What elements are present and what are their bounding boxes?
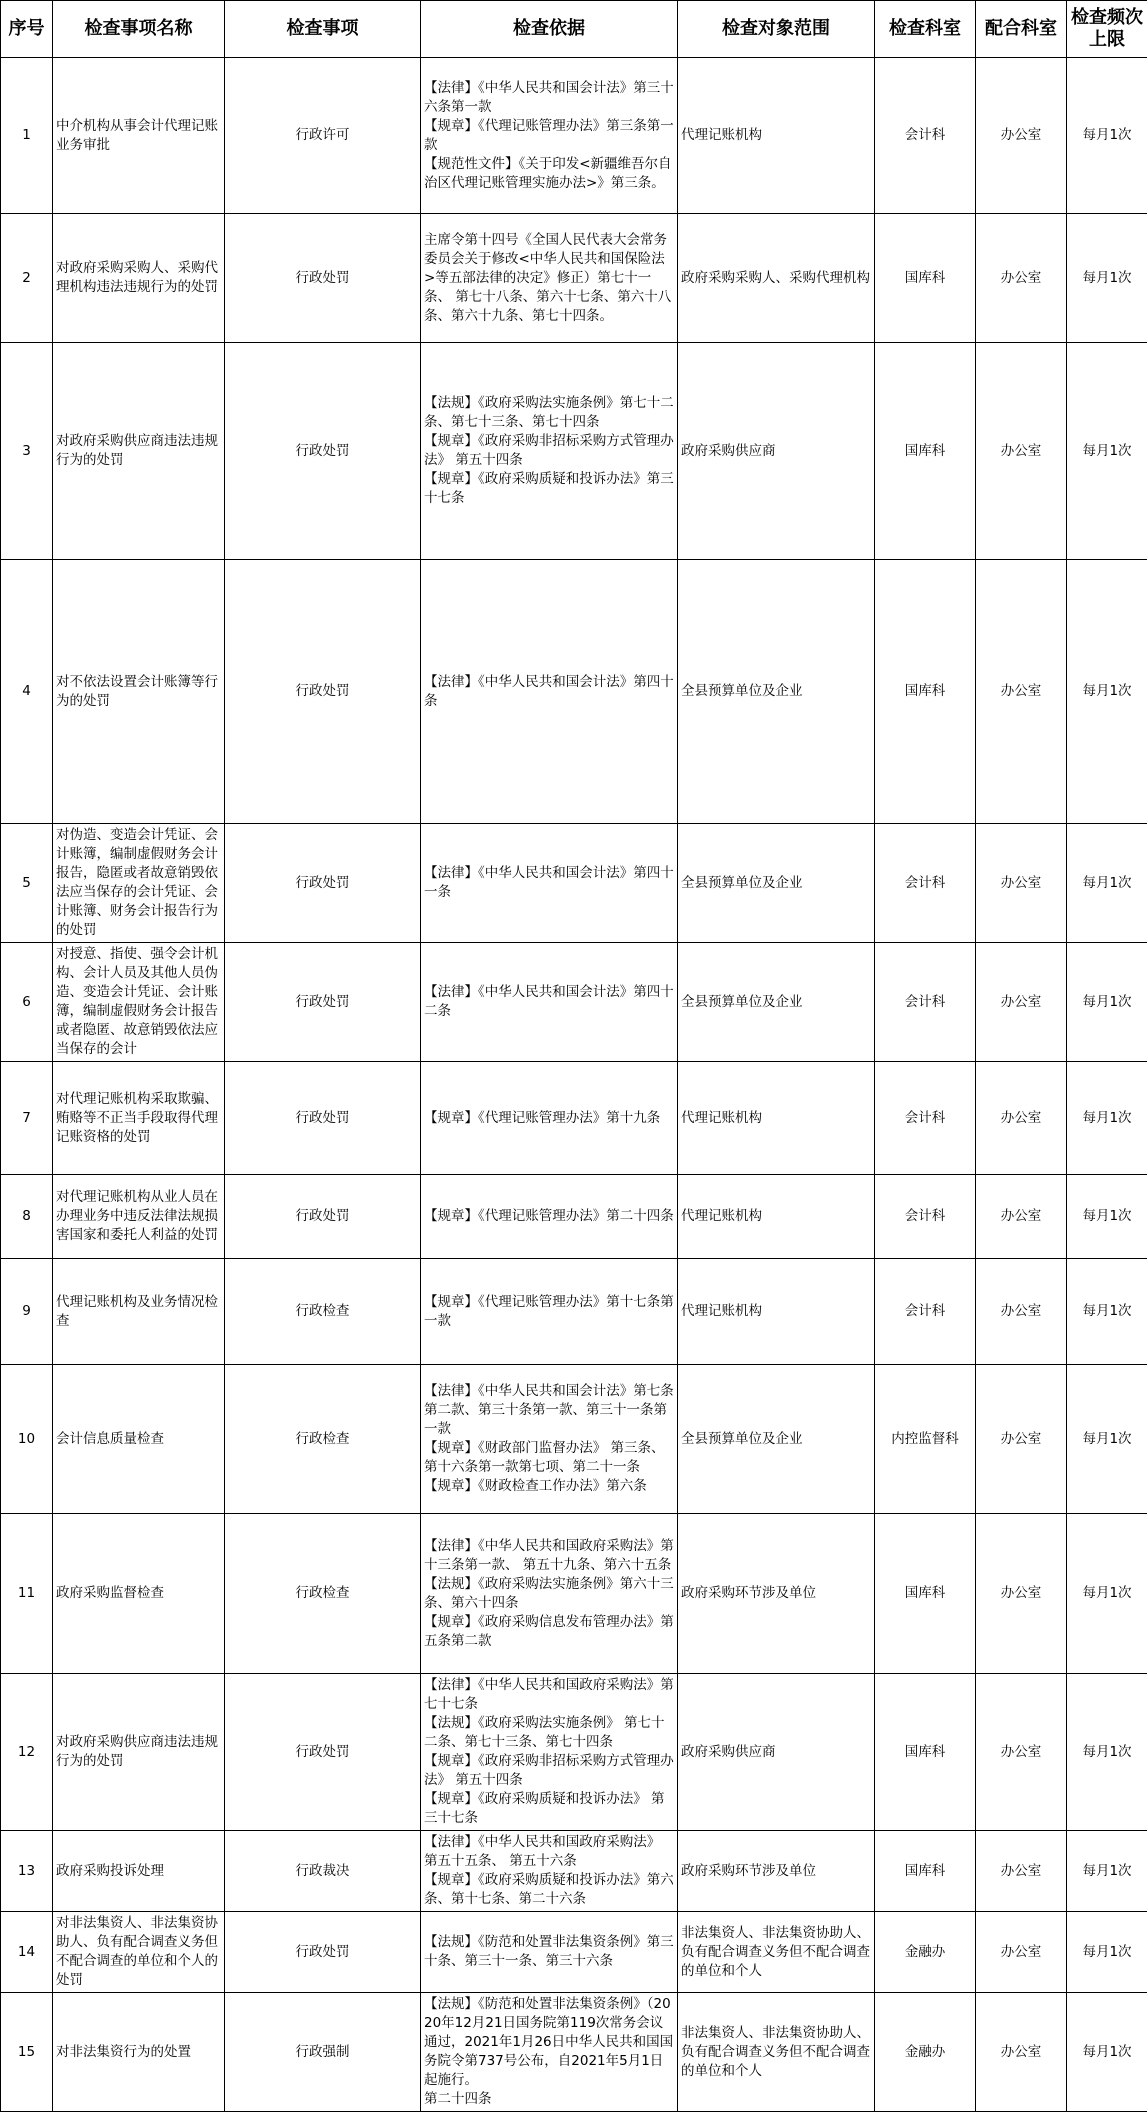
cell-name: 代理记账机构及业务情况检查 [53, 1259, 225, 1365]
cell-scope: 全县预算单位及企业 [678, 943, 875, 1062]
basis-line: 【法律】《中华人民共和国会计法》第四十条 [424, 673, 674, 711]
cell-scope: 非法集资人、非法集资协助人、负有配合调查义务但不配合调查的单位和个人 [678, 1993, 875, 2112]
cell-name: 政府采购监督检查 [53, 1514, 225, 1674]
cell-dept: 会计科 [875, 943, 976, 1062]
cell-type: 行政检查 [225, 1259, 421, 1365]
basis-line: 【规范性文件】《关于印发<新疆维吾尔自治区代理记账管理实施办法>》第三条。 [424, 155, 674, 193]
cell-type: 行政检查 [225, 1514, 421, 1674]
basis-line: 【规章】《政府采购质疑和投诉办法》 第三十七条 [424, 1790, 674, 1828]
cell-dept: 金融办 [875, 1912, 976, 1993]
basis-line: 【法律】《中华人民共和国会计法》第四十二条 [424, 983, 674, 1021]
cell-scope: 代理记账机构 [678, 1175, 875, 1259]
cell-basis [421, 1259, 678, 1365]
cell-basis [421, 1993, 678, 2112]
cell-basis [421, 1912, 678, 1993]
table-row [1, 1259, 1147, 1365]
table-row [1, 58, 1147, 214]
basis-line: 【规章】《代理记账管理办法》第十九条 [424, 1109, 674, 1128]
cell-basis [421, 1674, 678, 1831]
header-type: 检查事项 [225, 1, 421, 58]
cell-basis [421, 1062, 678, 1175]
cell-name: 对代理记账机构从业人员在办理业务中违反法律法规损害国家和委托人利益的处罚 [53, 1175, 225, 1259]
cell-basis [421, 824, 678, 943]
basis-line: 【法规】《防范和处置非法集资条例》（2020年12月21日国务院第119次常务会议通过，2021年1月26日中华人民共和国国务院令第737号公布，自2021年5月1日起施行。 [424, 1995, 674, 2090]
header-scope: 检查对象范围 [678, 1, 875, 58]
cell-scope: 全县预算单位及企业 [678, 560, 875, 824]
cell-name: 会计信息质量检查 [53, 1365, 225, 1514]
basis-line: 【规章】《政府采购信息发布管理办法》第五条第二款 [424, 1613, 674, 1651]
cell-type: 行政裁决 [225, 1831, 421, 1912]
cell-coop: 办公室 [976, 1912, 1067, 1993]
cell-no: 11 [1, 1514, 53, 1674]
cell-freq: 每月1次 [1067, 824, 1147, 943]
cell-dept: 会计科 [875, 1259, 976, 1365]
basis-line: 【规章】《政府采购非招标采购方式管理办法》 第五十四条 [424, 1752, 674, 1790]
cell-freq: 每月1次 [1067, 1831, 1147, 1912]
cell-type: 行政处罚 [225, 214, 421, 343]
cell-name: 对授意、指使、强令会计机构、会计人员及其他人员伪造、变造会计凭证、会计账簿，编制虚假财务会计报告或者隐匿、故意销毁依法应当保存的会计 [53, 943, 225, 1062]
header-dept: 检查科室 [875, 1, 976, 58]
cell-coop: 办公室 [976, 343, 1067, 560]
cell-coop: 办公室 [976, 1365, 1067, 1514]
basis-line: 【法律】《中华人民共和国政府采购法》第十三条第一款、 第五十九条、第六十五条 [424, 1537, 674, 1575]
cell-type: 行政处罚 [225, 1175, 421, 1259]
cell-name: 对代理记账机构采取欺骗、贿赂等不正当手段取得代理记账资格的处罚 [53, 1062, 225, 1175]
cell-no: 1 [1, 58, 53, 214]
cell-type: 行政处罚 [225, 343, 421, 560]
cell-freq: 每月1次 [1067, 1674, 1147, 1831]
header-coop: 配合科室 [976, 1, 1067, 58]
table-row [1, 1175, 1147, 1259]
table-row [1, 824, 1147, 943]
cell-type: 行政强制 [225, 1993, 421, 2112]
cell-name: 对政府采购供应商违法违规行为的处罚 [53, 1674, 225, 1831]
cell-coop: 办公室 [976, 1831, 1067, 1912]
cell-scope: 全县预算单位及企业 [678, 1365, 875, 1514]
cell-dept: 国库科 [875, 1674, 976, 1831]
cell-scope: 政府采购环节涉及单位 [678, 1831, 875, 1912]
cell-freq: 每月1次 [1067, 1993, 1147, 2112]
cell-dept: 国库科 [875, 1831, 976, 1912]
cell-no: 5 [1, 824, 53, 943]
header-no: 序号 [1, 1, 53, 58]
cell-no: 9 [1, 1259, 53, 1365]
cell-type: 行政许可 [225, 58, 421, 214]
basis-line: 【法规】《政府采购法实施条例》 第七十二条、第七十三条、第七十四条 [424, 1714, 674, 1752]
cell-type: 行政检查 [225, 1365, 421, 1514]
cell-freq: 每月1次 [1067, 943, 1147, 1062]
cell-freq: 每月1次 [1067, 1062, 1147, 1175]
cell-name: 中介机构从事会计代理记账业务审批 [53, 58, 225, 214]
cell-freq: 每月1次 [1067, 1514, 1147, 1674]
cell-basis [421, 560, 678, 824]
header-row [1, 1, 1147, 58]
table-row [1, 1062, 1147, 1175]
cell-dept: 国库科 [875, 214, 976, 343]
cell-coop: 办公室 [976, 824, 1067, 943]
cell-dept: 内控监督科 [875, 1365, 976, 1514]
cell-dept: 国库科 [875, 560, 976, 824]
table-row [1, 560, 1147, 824]
cell-no: 6 [1, 943, 53, 1062]
cell-no: 10 [1, 1365, 53, 1514]
cell-freq: 每月1次 [1067, 1365, 1147, 1514]
cell-scope: 政府采购采购人、采购代理机构 [678, 214, 875, 343]
cell-scope: 代理记账机构 [678, 1259, 875, 1365]
cell-type: 行政处罚 [225, 560, 421, 824]
cell-basis [421, 1175, 678, 1259]
cell-coop: 办公室 [976, 214, 1067, 343]
cell-basis [421, 343, 678, 560]
cell-scope: 政府采购供应商 [678, 1674, 875, 1831]
cell-name: 对非法集资行为的处置 [53, 1993, 225, 2112]
basis-line: 【法律】《中华人民共和国政府采购法》第七十七条 [424, 1676, 674, 1714]
table-row [1, 1514, 1147, 1674]
cell-coop: 办公室 [976, 1259, 1067, 1365]
cell-dept: 会计科 [875, 1062, 976, 1175]
cell-freq: 每月1次 [1067, 1175, 1147, 1259]
cell-no: 3 [1, 343, 53, 560]
cell-scope: 政府采购环节涉及单位 [678, 1514, 875, 1674]
table-row [1, 1365, 1147, 1514]
basis-line: 【规章】《财政检查工作办法》第六条 [424, 1477, 674, 1496]
cell-no: 14 [1, 1912, 53, 1993]
basis-line: 【法律】《中华人民共和国会计法》第七条第二款、第三十条第一款、第三十一条第一款 [424, 1382, 674, 1439]
cell-basis [421, 1514, 678, 1674]
basis-line: 【法规】《政府采购法实施条例》第七十二条、第七十三条、第七十四条 [424, 394, 674, 432]
cell-name: 对政府采购供应商违法违规行为的处罚 [53, 343, 225, 560]
cell-type: 行政处罚 [225, 1062, 421, 1175]
cell-scope: 非法集资人、非法集资协助人、负有配合调查义务但不配合调查的单位和个人 [678, 1912, 875, 1993]
header-basis: 检查依据 [421, 1, 678, 58]
cell-coop: 办公室 [976, 1175, 1067, 1259]
cell-freq: 每月1次 [1067, 1259, 1147, 1365]
basis-line: 【法规】《政府采购法实施条例》第六十三条、第六十四条 [424, 1575, 674, 1613]
cell-scope: 政府采购供应商 [678, 343, 875, 560]
cell-basis [421, 58, 678, 214]
cell-no: 15 [1, 1993, 53, 2112]
basis-line: 【规章】《财政部门监督办法》 第三条、第十六条第一款第七项、第二十一条 [424, 1439, 674, 1477]
cell-name: 政府采购投诉处理 [53, 1831, 225, 1912]
cell-freq: 每月1次 [1067, 560, 1147, 824]
cell-dept: 国库科 [875, 343, 976, 560]
cell-no: 8 [1, 1175, 53, 1259]
cell-type: 行政处罚 [225, 1674, 421, 1831]
cell-basis [421, 943, 678, 1062]
cell-type: 行政处罚 [225, 1912, 421, 1993]
basis-line: 主席令第十四号《全国人民代表大会常务委员会关于修改<中华人民共和国保险法>等五部法律的决定》修正）第七十一条、 第七十八条、第六十七条、第六十八条、第六十九条、第七十四条。 [424, 231, 674, 326]
basis-line: 第二十四条 [424, 2090, 674, 2109]
table-row [1, 343, 1147, 560]
cell-no: 13 [1, 1831, 53, 1912]
basis-line: 【规章】《政府采购非招标采购方式管理办法》 第五十四条 [424, 432, 674, 470]
table-row [1, 1674, 1147, 1831]
cell-coop: 办公室 [976, 560, 1067, 824]
cell-no: 12 [1, 1674, 53, 1831]
cell-dept: 会计科 [875, 824, 976, 943]
cell-basis [421, 1831, 678, 1912]
cell-dept: 会计科 [875, 1175, 976, 1259]
table-row [1, 1993, 1147, 2112]
cell-freq: 每月1次 [1067, 1912, 1147, 1993]
basis-line: 【法律】《中华人民共和国会计法》第四十一条 [424, 864, 674, 902]
cell-dept: 会计科 [875, 58, 976, 214]
basis-line: 【规章】《代理记账管理办法》第三条第一款 [424, 117, 674, 155]
cell-basis [421, 1365, 678, 1514]
cell-scope: 全县预算单位及企业 [678, 824, 875, 943]
basis-line: 【规章】《代理记账管理办法》第二十四条 [424, 1207, 674, 1226]
table-row [1, 214, 1147, 343]
cell-coop: 办公室 [976, 1674, 1067, 1831]
cell-freq: 每月1次 [1067, 214, 1147, 343]
cell-no: 4 [1, 560, 53, 824]
cell-scope: 代理记账机构 [678, 58, 875, 214]
cell-freq: 每月1次 [1067, 58, 1147, 214]
cell-name: 对政府采购采购人、采购代理机构违法违规行为的处罚 [53, 214, 225, 343]
cell-coop: 办公室 [976, 1993, 1067, 2112]
table-row [1, 1912, 1147, 1993]
basis-line: 【法规】《防范和处置非法集资条例》第三十条、第三十一条、第三十六条 [424, 1933, 674, 1971]
basis-line: 【规章】《政府采购质疑和投诉办法》第三十七条 [424, 470, 674, 508]
cell-name: 对不依法设置会计账簿等行为的处罚 [53, 560, 225, 824]
cell-coop: 办公室 [976, 1062, 1067, 1175]
cell-scope: 代理记账机构 [678, 1062, 875, 1175]
header-freq: 检查频次上限 [1067, 1, 1147, 58]
header-name: 检查事项名称 [53, 1, 225, 58]
cell-no: 7 [1, 1062, 53, 1175]
cell-name: 对非法集资人、非法集资协助人、负有配合调查义务但不配合调查的单位和个人的处罚 [53, 1912, 225, 1993]
cell-basis [421, 214, 678, 343]
cell-dept: 国库科 [875, 1514, 976, 1674]
basis-line: 【规章】《代理记账管理办法》第十七条第一款 [424, 1293, 674, 1331]
cell-type: 行政处罚 [225, 943, 421, 1062]
cell-freq: 每月1次 [1067, 343, 1147, 560]
table-row [1, 1831, 1147, 1912]
cell-coop: 办公室 [976, 1514, 1067, 1674]
cell-coop: 办公室 [976, 943, 1067, 1062]
cell-no: 2 [1, 214, 53, 343]
cell-name: 对伪造、变造会计凭证、会计账簿，编制虚假财务会计报告，隐匿或者故意销毁依法应当保存的会计凭证、会计账簿、财务会计报告行为的处罚 [53, 824, 225, 943]
basis-line: 【规章】《政府采购质疑和投诉办法》第六条、第十七条、第二十六条 [424, 1871, 674, 1909]
table-row [1, 943, 1147, 1062]
basis-line: 【法律】《中华人民共和国会计法》第三十六条第一款 [424, 79, 674, 117]
cell-type: 行政处罚 [225, 824, 421, 943]
cell-coop: 办公室 [976, 58, 1067, 214]
basis-line: 【法律】《中华人民共和国政府采购法》 第五十五条、 第五十六条 [424, 1833, 674, 1871]
cell-dept: 金融办 [875, 1993, 976, 2112]
